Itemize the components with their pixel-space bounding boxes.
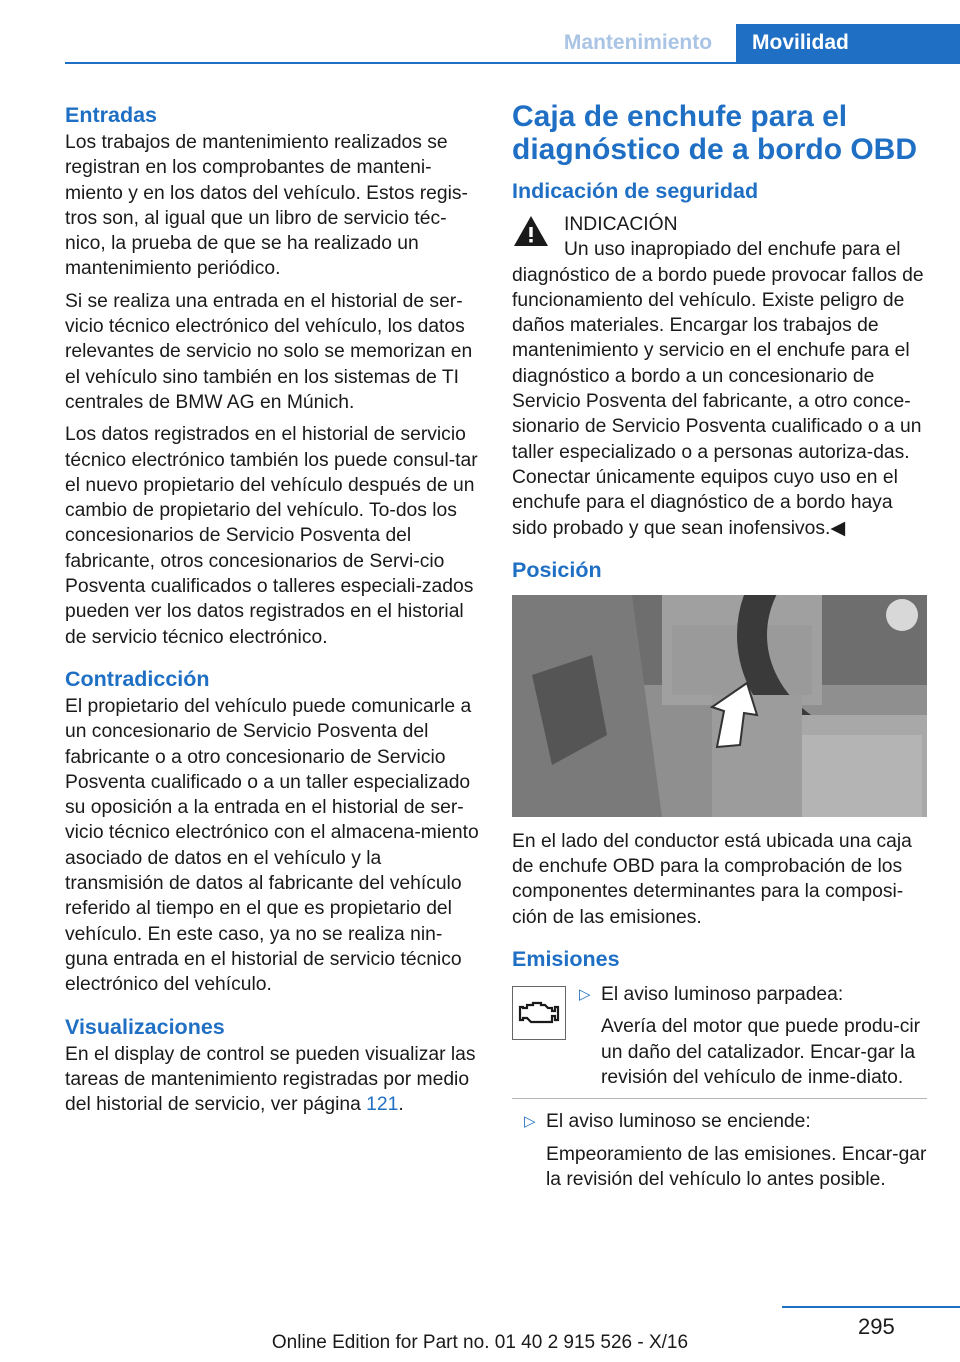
warning-triangle-icon <box>512 214 550 248</box>
emisiones-item-1 <box>567 982 927 1090</box>
emisiones-item-2 <box>512 1109 927 1192</box>
contradiccion-heading: Contradicción <box>65 666 210 691</box>
bullet-triangle-icon: ▷ <box>579 986 591 1004</box>
entradas-paragraph-1: Los trabajos de mantenimiento realizados se registran en los comprobantes de manteni‐miento y en los datos del vehículo. Estos regis‐tros son, al igual que un libro de servicio téc‐nico, la prueba de que se ha realizado un mantenimiento periódico. <box>65 132 468 280</box>
header-section-label: Mantenimiento <box>540 24 736 62</box>
warning-block <box>512 212 927 237</box>
obd-location-photo <box>512 595 927 817</box>
warning-body: Un uso inapropiado del enchufe para el diagnóstico de a bordo puede provocar fallos de funcionamiento del vehículo. Existe peligro de daños materiales. Encargar los trabajos de mantenimiento y servicio en el enchufe para el diagnóstico a bordo a un concesionario de Servicio Posventa del fabricante, a otro conce‐sionario de Servicio Posventa cualificado o a un taller especializado o a personas autoriza‐das. Conectar únicamente equipos cuyo uso en el enchufe para el diagnóstico de a bordo haya sido probado y que sean inofensivos.◀ <box>512 239 924 539</box>
visualizaciones-heading: Visualizaciones <box>65 1014 225 1039</box>
contradiccion-paragraph: El propietario del vehículo puede comunicarle a un concesionario de Servicio Posventa del fabricante o a otro concesionario de Servicio Posventa cualificado o a un taller especializado su oposición a la entrada en el historial de ser‐vicio técnico electrónico con el almacena‐miento asociado de datos en el vehículo y la transmisión de datos al fabricante del vehículo referido al tiempo en el que es propietario del vehículo. En este caso, ya no se realiza nin‐guna entrada en el historial de servicio técnico electrónico del vehículo. <box>65 695 479 996</box>
entradas-heading: Entradas <box>65 103 158 127</box>
page-reference-link[interactable]: 121 <box>366 1094 399 1116</box>
item-divider <box>512 1098 927 1099</box>
entradas-paragraph-3: Los datos registrados en el historial de servicio técnico electrónico también los puede consul‐tar el nuevo propietario del vehículo después de un cambio de propietario del vehículo. To‐dos los concesionarios de Servicio Posventa del fabricante, otros concesionarios de Servi‐cio Posventa cualificados o talleres especiali‐zados pueden ver los datos registrados en el historial de servicio técnico electrónico. <box>65 424 478 648</box>
posicion-paragraph: En el lado del conductor está ubicada una caja de enchufe OBD para la comprobación de los componentes determinantes para la composi‐ción de las emisiones. <box>512 830 912 928</box>
emisiones-item-2-head: El aviso luminoso se enciende: <box>546 1111 811 1133</box>
bullet-triangle-icon: ▷ <box>524 1113 536 1131</box>
warning-label: INDICACIÓN <box>564 214 678 235</box>
section-title: Caja de enchufe para el diagnóstico de a bordo OBD <box>512 100 918 166</box>
posicion-heading: Posición <box>512 557 602 582</box>
engine-warning-icon <box>512 986 566 1040</box>
footer-edition-text: Online Edition for Part no. 01 40 2 915 526 - X/16 <box>271 1332 689 1353</box>
emisiones-list <box>512 982 927 1192</box>
visualizaciones-paragraph <box>65 1042 479 1118</box>
visualizaciones-text-end: . <box>398 1094 404 1116</box>
header-chapter-tab: Movilidad <box>736 24 960 62</box>
entradas-paragraph-2: Si se realiza una entrada en el historial de ser‐vicio técnico electrónico del vehículo, los datos relevantes de servicio no solo se memorizan en el vehículo sino también en los sistemas de TI centrales de BMW AG en Múnich. <box>65 290 473 413</box>
visualizaciones-text: En el display de control se pueden visualizar las tareas de mantenimiento registradas por medio del historial de servicio, ver página <box>65 1043 476 1116</box>
emisiones-item-1-body: Avería del motor que puede produ‐cir un daño del catalizador. Encar‐gar la revisión del vehículo de inme‐diato. <box>601 1016 921 1088</box>
emisiones-item-2-body: Empeoramiento de las emisiones. Encar‐gar la revisión del vehículo lo antes posible. <box>546 1143 927 1190</box>
right-column <box>512 100 927 1199</box>
seguridad-heading: Indicación de seguridad <box>512 179 759 203</box>
page-number-rule <box>782 1306 960 1308</box>
emisiones-item-1-head: El aviso luminoso parpadea: <box>601 984 844 1006</box>
page-number: 295 <box>858 1314 895 1339</box>
left-column <box>65 100 479 1124</box>
header-rule <box>65 62 960 64</box>
emisiones-heading: Emisiones <box>512 947 620 972</box>
